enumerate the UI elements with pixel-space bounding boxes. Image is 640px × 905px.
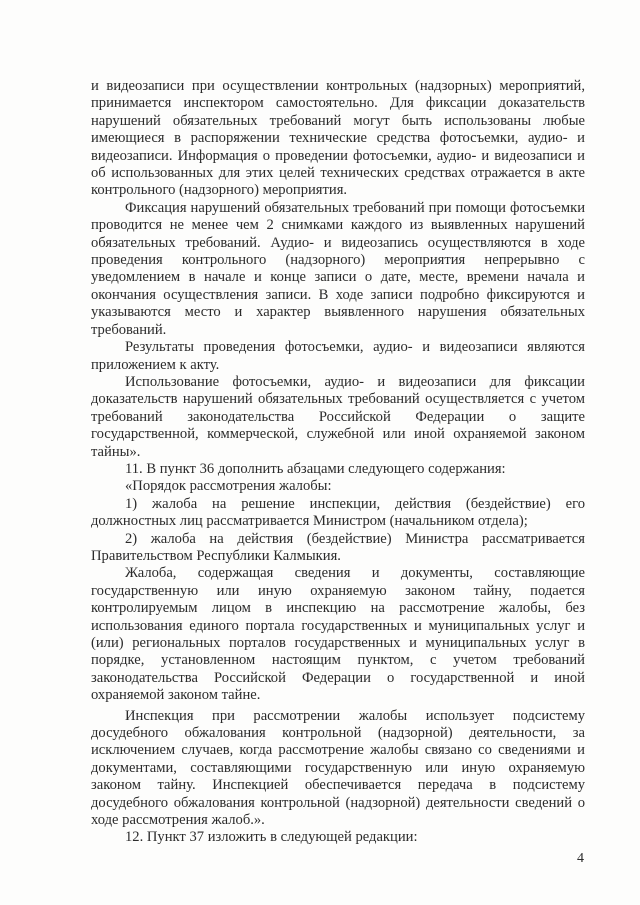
page-number: 4 — [577, 851, 584, 866]
paragraph-secret-complaint: Жалоба, содержащая сведения и документы, составляющие государственную или иную охраняемую законом тайну, подается контролируемым лицом в инспекцию на рассмотрение жалобы, без использования единого портала государственных и муниципальных услуг и (или) региональных порталов государственных и муниципальных услуг в порядке, установленном настоящим пунктом, с учетом требований законодательства Российской Федерации о государственной и иной охраняемой законом тайне. — [91, 565, 585, 704]
paragraph-list-item-2: 2) жалоба на действия (бездействие) Министра рассматривается Правительством Республики Калмыкия. — [91, 530, 585, 564]
paragraph-complaint-procedure: «Порядок рассмотрения жалобы: — [125, 478, 332, 495]
paragraph-photo-fixation: Фиксация нарушений обязательных требований при помощи фотосъемки проводится не менее чем 2 снимками каждого из выявленных нарушений обязательных требований. Аудио- и видеозапись осуществляются в ходе проведения контрольного (надзорного) мероприятия непрерывно с уведомлением в начале и конце записи о дате, месте, времени начала и окончания осуществления записи. В ходе записи подробно фиксируются и указываются место и характер выявленного нарушения обязательных требований. — [91, 199, 585, 338]
paragraph-continuation: и видеозаписи при осуществлении контрольных (надзорных) мероприятий, принимается инспектором самостоятельно. Для фиксации доказательств нарушений обязательных требований могут быть использованы любые имеющиеся в распоряжении технические средства фотосъемки, аудио- и видеозаписи. Информация о проведении фотосъемки, аудио- и видеозаписи и об использованных для этих целей технических средствах отражается в акте контрольного (надзорного) мероприятия. — [91, 78, 585, 199]
document-body — [91, 78, 585, 847]
paragraph-subsystem: Инспекция при рассмотрении жалобы использует подсистему досудебного обжалования контрольной (надзорной) деятельности, за исключением случаев, когда рассмотрение жалобы связано со сведениями и документами, составляющими государственную или иную охраняемую законом тайну. Инспекцией обеспечивается передача в подсистему досудебного обжалования контрольной (надзорной) деятельности сведений о ходе рассмотрения жалоб.». — [91, 707, 585, 829]
paragraph-list-item-1: 1) жалоба на решение инспекции, действия (бездействие) его должностных лиц рассматривается Министром (начальником отдела); — [91, 495, 585, 530]
paragraph-results: Результаты проведения фотосъемки, аудио- и видеозаписи являются приложением к акту. — [91, 339, 585, 373]
paragraph-usage: Использование фотосъемки, аудио- и видеозаписи для фиксации доказательств нарушений обязательных требований осуществляется с учетом требований законодательства Российской Федерации о защите государственной, коммерческой, служебной или иной охраняемой законом тайны». — [91, 373, 585, 460]
paragraph-item-12: 12. Пункт 37 изложить в следующей редакции: — [125, 829, 418, 846]
paragraph-item-11: 11. В пункт 36 дополнить абзацами следующего содержания: — [125, 460, 506, 477]
